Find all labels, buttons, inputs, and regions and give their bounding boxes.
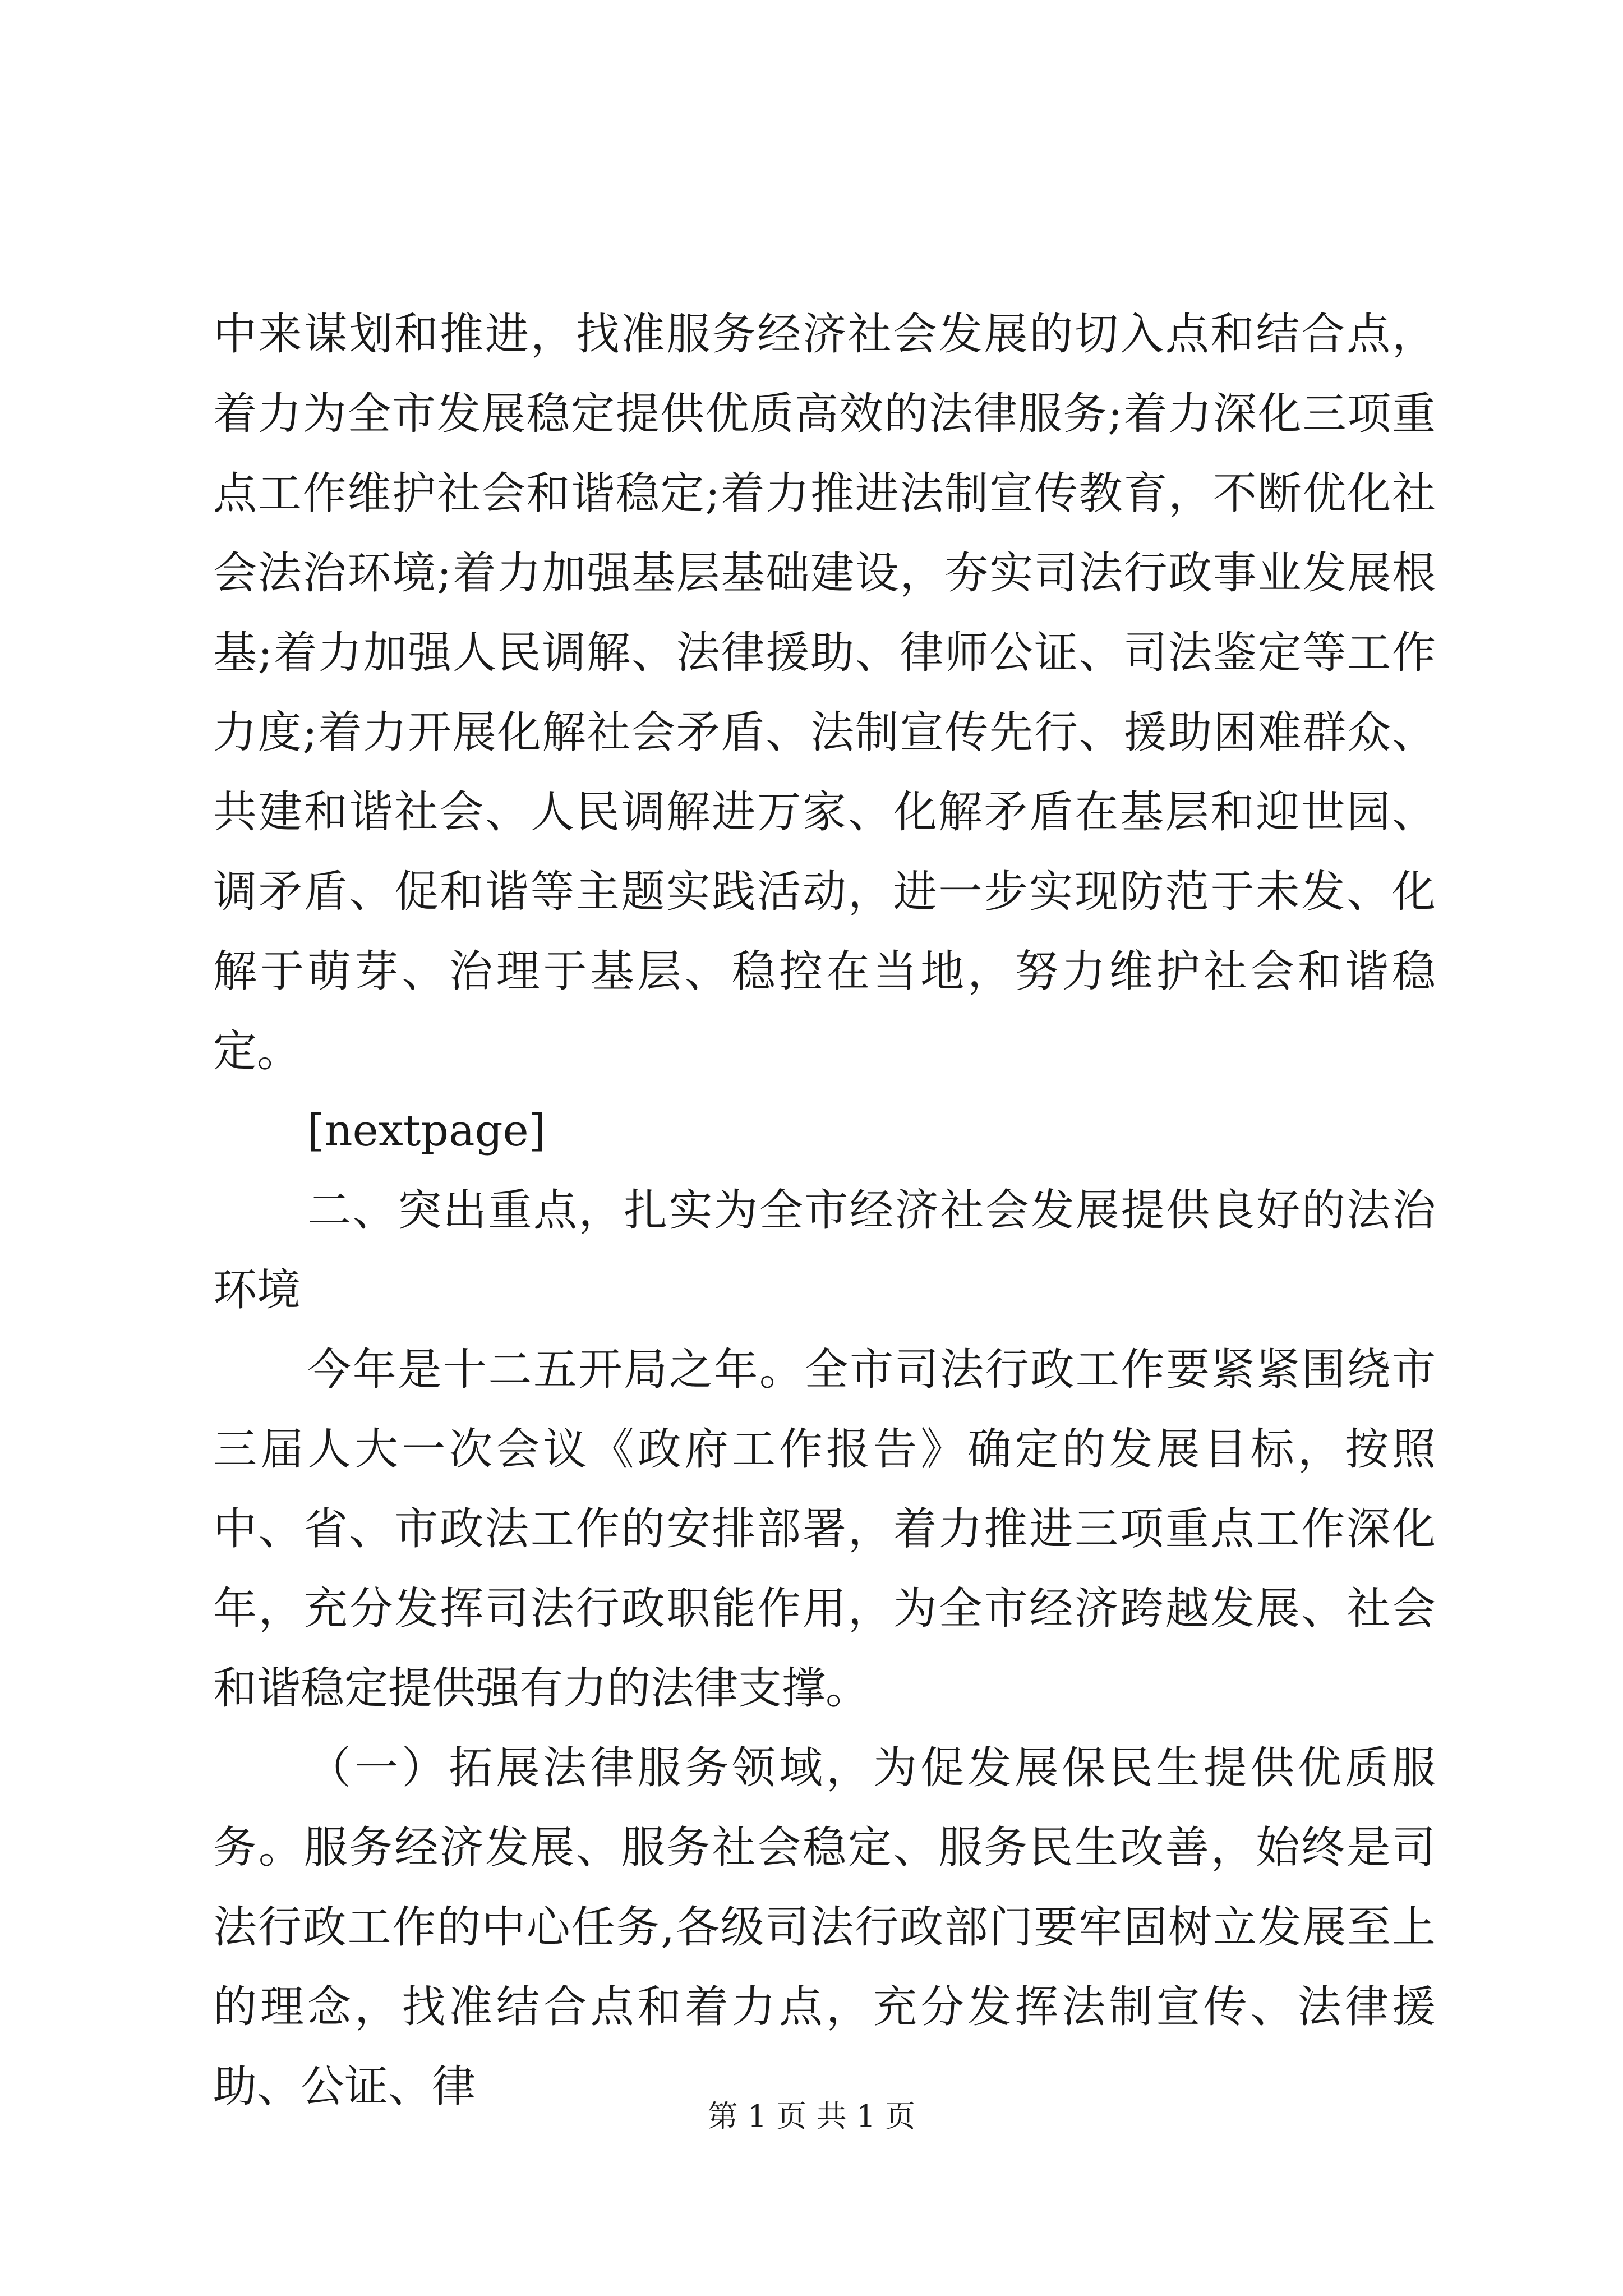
page-break-marker: [nextpage] <box>307 1106 546 1156</box>
page-footer: 第 1 页 共 1 页 <box>707 2099 916 2134</box>
document-body <box>213 295 1436 2127</box>
paragraph: 今年是十二五开局之年。全市司法行政工作要紧紧围绕市三届人大一次会议《政府工作报告》确定的发展目标，按照中、省、市政法工作的安排部署，着力推进三项重点工作深化年，充分发挥司法行政职能作用，为全市经济跨越发展、社会和谐稳定提供强有力的法律支撑。 <box>213 1345 1436 1714</box>
section-heading: 二、突出重点，扎实为全市经济社会发展提供良好的法治环境 <box>213 1185 1436 1315</box>
paragraph-continuation: 中来谋划和推进，找准服务经济社会发展的切入点和结合点，着力为全市发展稳定提供优质高效的法律服务;着力深化三项重点工作维护社会和谐稳定;着力推进法制宣传教育，不断优化社会法治环境;着力加强基层基础建设，夯实司法行政事业发展根基;着力加强人民调解、法律援助、律师公证、司法鉴定等工作力度;着力开展化解社会矛盾、法制宣传先行、援助困难群众、共建和谐社会、人民调解进万家、化解矛盾在基层和迎世园、调矛盾、促和谐等主题实践活动，进一步实现防范于未发、化解于萌芽、治理于基层、稳控在当地，努力维护社会和谐稳定。 <box>213 309 1436 1076</box>
paragraph: （一）拓展法律服务领域，为促发展保民生提供优质服务。服务经济发展、服务社会稳定、服务民生改善，始终是司法行政工作的中心任务,各级司法行政部门要牢固树立发展至上的理念，找准结合点和着力点，充分发挥法制宣传、法律援助、公证、律 <box>213 1743 1436 2112</box>
